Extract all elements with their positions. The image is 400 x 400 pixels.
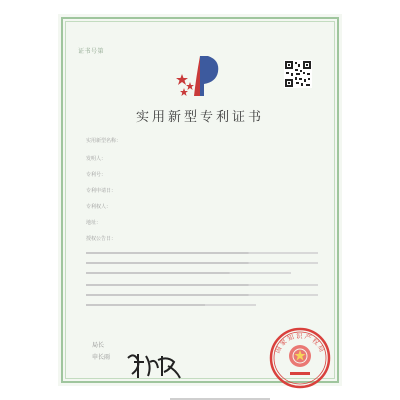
field-patentee <box>86 202 119 210</box>
field-application-date <box>86 186 124 194</box>
field-label: 发明人： <box>86 155 107 162</box>
seal-text <box>268 326 332 390</box>
field-inventor <box>86 154 114 162</box>
patent-office-emblem-icon <box>170 52 230 100</box>
seal-text-path: 国家知识产权局 <box>273 332 327 355</box>
qr-code-icon <box>284 60 312 88</box>
field-label: 实用新型名称： <box>86 137 122 144</box>
body-text-line <box>86 262 318 264</box>
director-name: 申长雨 <box>92 354 111 361</box>
certificate-number: 证书号第 <box>78 48 105 55</box>
field-label: 授权公告日： <box>86 235 117 242</box>
certificate-title: 实用新型专利证书 <box>135 110 264 125</box>
field-address <box>86 218 109 226</box>
field-label: 专利申请日： <box>86 187 117 194</box>
director-title: 局长 <box>92 342 105 349</box>
field-patent-number <box>86 170 114 178</box>
patent-certificate <box>58 14 342 386</box>
director-signature-icon <box>124 348 184 382</box>
field-label: 专利权人： <box>86 203 112 210</box>
body-text-line <box>86 294 318 296</box>
body-text-line <box>86 272 291 274</box>
field-grant-date <box>86 234 124 242</box>
body-text-line <box>86 252 318 254</box>
field-label: 地址： <box>86 219 102 226</box>
body-text-line <box>86 304 256 306</box>
field-utility-model-name <box>86 136 129 144</box>
svg-text:国家知识产权局 <box>272 331 326 354</box>
body-text-line <box>86 284 318 286</box>
field-label: 专利号： <box>86 171 107 178</box>
